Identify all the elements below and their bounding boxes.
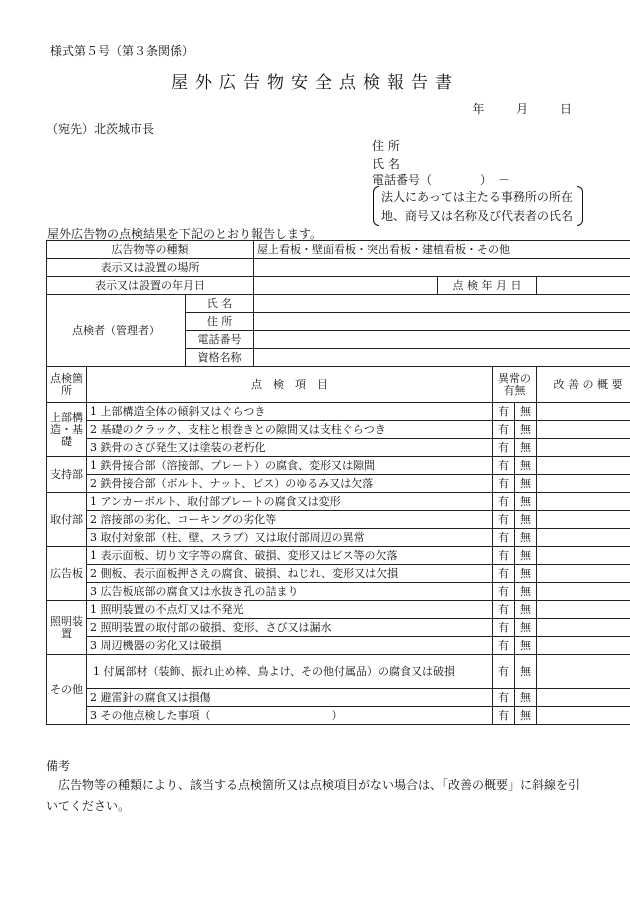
table-row — [47, 637, 630, 655]
inspection-item: 3 周辺機器の劣化又は破損 — [87, 637, 493, 655]
section-name: 取付部 — [47, 493, 87, 547]
inspection-item: 1 照明装置の不点灯又は不発光 — [87, 601, 493, 619]
abnormal-yes[interactable]: 有 — [493, 583, 515, 601]
table-row — [47, 475, 630, 493]
abnormal-no[interactable]: 無 — [515, 547, 537, 565]
inspector-field-address: 住 所 — [186, 313, 254, 331]
abnormal-yes[interactable]: 有 — [493, 547, 515, 565]
table-row — [47, 601, 630, 619]
location-value[interactable] — [254, 259, 630, 277]
abnormal-yes[interactable]: 有 — [493, 439, 515, 457]
improvement-summary[interactable] — [537, 493, 630, 511]
improvement-summary[interactable] — [537, 619, 630, 637]
abnormal-no[interactable]: 無 — [515, 529, 537, 547]
abnormal-yes[interactable]: 有 — [493, 511, 515, 529]
section-name: その他 — [47, 655, 87, 725]
improvement-summary[interactable] — [537, 583, 630, 601]
abnormal-yes[interactable]: 有 — [493, 655, 515, 689]
inspection-date-label: 点 検 年 月 日 — [438, 277, 537, 295]
table-row — [47, 619, 630, 637]
improvement-summary[interactable] — [537, 565, 630, 583]
table-row — [47, 493, 630, 511]
abnormal-no[interactable]: 無 — [515, 655, 537, 689]
abnormal-yes[interactable]: 有 — [493, 529, 515, 547]
inspection-item: 1 付属部材（装飾、振れ止め棒、鳥よけ、その他付属品）の腐食又は破損 — [87, 655, 493, 689]
abnormal-yes[interactable]: 有 — [493, 619, 515, 637]
abnormal-yes[interactable]: 有 — [493, 403, 515, 421]
table-row — [47, 547, 630, 565]
abnormal-no[interactable]: 無 — [515, 583, 537, 601]
abnormal-no[interactable]: 無 — [515, 493, 537, 511]
abnormal-yes[interactable]: 有 — [493, 637, 515, 655]
abnormal-no[interactable]: 無 — [515, 601, 537, 619]
section-name: 広告板 — [47, 547, 87, 601]
corporation-note — [373, 186, 583, 226]
corporation-note-line1: 法人にあっては主たる事務所の所在 — [381, 190, 573, 204]
inspector-field-name: 氏 名 — [186, 295, 254, 313]
inspector-address-value[interactable] — [254, 313, 630, 331]
table-row — [47, 403, 630, 421]
report-date: 年 月 日 — [472, 102, 572, 116]
inspector-qualification-value[interactable] — [254, 349, 630, 367]
section-name: 照明装置 — [47, 601, 87, 655]
inspection-item: 1 表示面板、切り文字等の腐食、破損、変形又はビス等の欠落 — [87, 547, 493, 565]
inspection-item: 2 鉄骨接合部（ボルト、ナット、ビス）のゆるみ又は欠落 — [87, 475, 493, 493]
header-abnormal: 異常の有無 — [493, 367, 537, 403]
table-row — [47, 583, 630, 601]
abnormal-no[interactable]: 無 — [515, 565, 537, 583]
inspection-item: 1 アンカーボルト、取付部プレートの腐食又は変形 — [87, 493, 493, 511]
improvement-summary[interactable] — [537, 637, 630, 655]
abnormal-yes[interactable]: 有 — [493, 565, 515, 583]
abnormal-no[interactable]: 無 — [515, 689, 537, 707]
applicant-name-label: 氏 名 — [372, 157, 400, 171]
inspection-date-value[interactable] — [537, 277, 630, 295]
inspection-item: 2 避雷針の腐食又は損傷 — [87, 689, 493, 707]
abnormal-no[interactable]: 無 — [515, 457, 537, 475]
abnormal-yes[interactable]: 有 — [493, 493, 515, 511]
abnormal-no[interactable]: 無 — [515, 439, 537, 457]
table-row — [47, 529, 630, 547]
improvement-summary[interactable] — [537, 421, 630, 439]
corporation-note-line2: 地、商号又は名称及び代表者の氏名 — [381, 209, 574, 223]
improvement-summary[interactable] — [537, 601, 630, 619]
header-section: 点検箇所 — [47, 367, 87, 403]
improvement-summary[interactable] — [537, 403, 630, 421]
abnormal-no[interactable]: 無 — [515, 403, 537, 421]
table-row — [47, 511, 630, 529]
section-name: 支持部 — [47, 457, 87, 493]
applicant-address-label: 住 所 — [372, 139, 400, 153]
type-label: 広告物等の種類 — [47, 241, 254, 259]
addressee: （宛先）北茨城市長 — [46, 122, 155, 136]
abnormal-yes[interactable]: 有 — [493, 475, 515, 493]
inspection-item: 3 取付対象部（柱、壁、スラブ）又は取付部周辺の異常 — [87, 529, 493, 547]
notes-body: 広告物等の種類により、該当する点検箇所又は点検項目がない場合は、「改善の概要」に斜線を引いてください。 — [46, 778, 581, 813]
inspector-name-value[interactable] — [254, 295, 630, 313]
improvement-summary[interactable] — [537, 689, 630, 707]
inspector-field-qualification: 資格名称 — [186, 349, 254, 367]
inspection-item: 2 照明装置の取付部の破損、変形、さび又は漏水 — [87, 619, 493, 637]
improvement-summary[interactable] — [537, 439, 630, 457]
improvement-summary[interactable] — [537, 655, 630, 689]
form-number: 様式第５号（第３条関係） — [50, 44, 195, 58]
inspector-phone-value[interactable] — [254, 331, 630, 349]
abnormal-yes[interactable]: 有 — [493, 457, 515, 475]
improvement-summary[interactable] — [537, 547, 630, 565]
inspection-item: 2 側板、表示面板押さえの腐食、破損、ねじれ、変形又は欠損 — [87, 565, 493, 583]
inspection-sections — [47, 403, 630, 725]
inspector-field-phone: 電話番号 — [186, 331, 254, 349]
inspection-item: 3 広告板底部の腐食又は水抜き孔の詰まり — [87, 583, 493, 601]
table-row — [47, 689, 630, 707]
improvement-summary[interactable] — [537, 457, 630, 475]
intro-text: 屋外広告物の点検結果を下記のとおり報告します。 — [47, 227, 323, 241]
abnormal-yes[interactable]: 有 — [493, 707, 515, 725]
section-name: 上部構造・基礎 — [47, 403, 87, 457]
abnormal-yes[interactable]: 有 — [493, 689, 515, 707]
inspection-item: 3 鉄骨のさび発生又は塗装の老朽化 — [87, 439, 493, 457]
improvement-summary[interactable] — [537, 529, 630, 547]
inspection-table — [46, 240, 630, 725]
table-row — [47, 707, 630, 725]
abnormal-no[interactable]: 無 — [515, 475, 537, 493]
inspection-item: 1 鉄骨接合部（溶接部、プレート）の腐食、変形又は隙間 — [87, 457, 493, 475]
abnormal-no[interactable]: 無 — [515, 511, 537, 529]
improvement-summary[interactable] — [537, 475, 630, 493]
abnormal-no[interactable]: 無 — [515, 619, 537, 637]
applicant-phone-label: 電話番号（ ） － — [372, 173, 511, 187]
install-date-label: 表示又は設置の年月日 — [47, 277, 254, 295]
install-date-value[interactable] — [254, 277, 438, 295]
page-title: 屋外広告物安全点検報告書 — [171, 73, 459, 93]
inspection-item: 3 その他点検した事項（ ） — [87, 707, 493, 725]
abnormal-no[interactable]: 無 — [515, 637, 537, 655]
abnormal-yes[interactable]: 有 — [493, 421, 515, 439]
improvement-summary[interactable] — [537, 511, 630, 529]
notes-heading: 備考 — [46, 759, 71, 773]
header-item: 点 検 項 目 — [87, 367, 493, 403]
abnormal-no[interactable]: 無 — [515, 707, 537, 725]
header-improvement: 改 善 の 概 要 — [537, 367, 630, 403]
inspection-item: 2 溶接部の劣化、コーキングの劣化等 — [87, 511, 493, 529]
location-label: 表示又は設置の場所 — [47, 259, 254, 277]
table-row — [47, 655, 630, 689]
type-value: 屋上看板・壁面看板・突出看板・建植看板・その他 — [254, 241, 630, 259]
table-row — [47, 457, 630, 475]
abnormal-yes[interactable]: 有 — [493, 601, 515, 619]
improvement-summary[interactable] — [537, 707, 630, 725]
inspection-item: 2 基礎のクラック、支柱と根巻きとの隙間又は支柱ぐらつき — [87, 421, 493, 439]
table-row — [47, 565, 630, 583]
table-row — [47, 439, 630, 457]
inspector-label: 点検者（管理者） — [47, 295, 186, 367]
inspection-item: 1 上部構造全体の傾斜又はぐらつき — [87, 403, 493, 421]
abnormal-no[interactable]: 無 — [515, 421, 537, 439]
table-row — [47, 421, 630, 439]
